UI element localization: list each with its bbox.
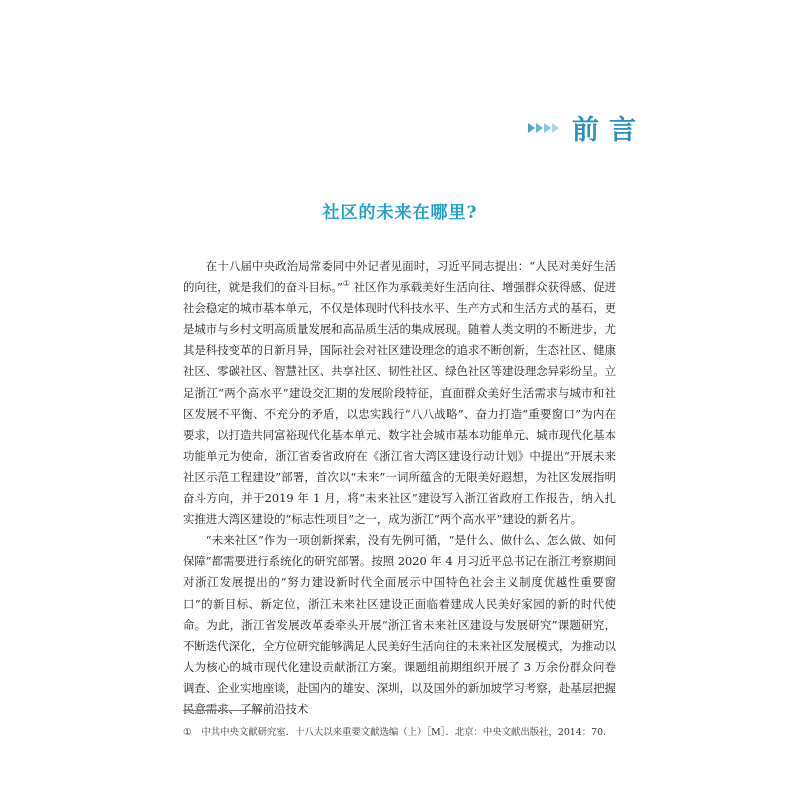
line: 浙江发展提出的“努力建设新时代全面展示中国特色社会主义制度优越性重要窗口”的新 [183,575,616,611]
line: 2019 年 1 月，将“未来社区”建设写入浙江省政府工作报告，纳入扎实推进大湾区建设的“标 [183,491,616,527]
line: 全方位研究能够满足人民美好生活向往的未来社区发展模式，为推动以人为核心的城市现 [183,638,616,674]
line: 命，浙江省委省政府在《浙江省大湾区建设行动计划》中提出“开展未来社区示范工程建 [183,448,616,484]
line: 向往，就是我们的奋斗目标。” [194,280,343,295]
line: 江省发展改革委牵头开展“浙江省未来社区建设与发展研究”课题研究，不断迭代深化， [183,617,616,653]
line: 技变革的日新月异，国际社会对社区建设理念的追求不断创新，生态社区、健康社区、零 [183,343,616,379]
line: 会稳定的城市基本单元，不仅是体现时代科技水平、生产方式和生活方式的基石，更是城 [183,301,616,337]
paragraph-1 [183,256,616,530]
line: 保障”都需要进行系统化的研究部署。按照 2020 年 4 月习近平总书记在浙江考察期间对 [183,554,616,590]
footnote-number: ① [183,727,192,738]
footnote [183,724,643,738]
paragraph-2 [183,530,616,720]
line: 市与乡村文明高质量发展和高品质生活的集成展现。随着人类文明的不断进步，尤其是科 [183,322,616,358]
body-text [183,256,616,720]
line: 造共同富裕现代化基本单元、数字社会城市基本功能单元、城市现代化基本功能单元为使 [183,427,616,463]
line: 社区作为承载美好生活向往、增强群众获得感、促进社 [183,280,616,316]
chapter-title: 前言 [572,115,646,146]
chapter-header [528,108,646,147]
line: 在十八届中央政治局常委同中外记者见面时，习近平同志提出：“人民对美好生活的 [183,259,616,295]
footnote-text: 中共中央文献研究室．十八大以来重要文献选编（上）［M］．北京：中央文献出版社，2014：70. [201,727,607,738]
chevron-arrows-icon [528,123,560,133]
footnote-reference[interactable]: ① [342,279,351,289]
line: 目标、新定位，浙江未来社区建设正面临着建成人民美好家园的新的时代使命。为此，浙 [183,596,616,632]
line: 志性项目”之一，成为浙江“两个高水平”建设的新名片。 [302,512,583,527]
line: 设”部署，首次以“未来”一词所蕴含的无限美好遐想，为社区发展指明奋斗方向，并于 [183,469,616,506]
line: 赴国内的雄安、深圳，以及国外的新加坡学习考察，赴基层把握民意需求、了解前沿技术 [183,680,616,716]
line: 衡、不充分的矛盾，以忠实践行“八八战略”、奋力打造“重要窗口”为内在要求，以打 [183,406,616,442]
line: 个高水平”建设交汇期的发展阶段特征，直面群众美好生活需求与城市和社区发展不平 [183,385,617,421]
footnote-divider [183,710,261,711]
section-title: 社区的未来在哪里? [322,203,478,223]
line: 代化建设贡献浙江方案。课题组前期组织开展了 3 万余份群众问卷调查、企业实地座谈， [183,659,616,695]
line: “未来社区”作为一项创新探索，没有先例可循，“是什么、做什么、怎么做、如何 [205,533,616,548]
line: 碳社区、智慧社区、共享社区、韧性社区、绿色社区等建设理念异彩纷呈。立足浙江“两 [183,364,616,400]
